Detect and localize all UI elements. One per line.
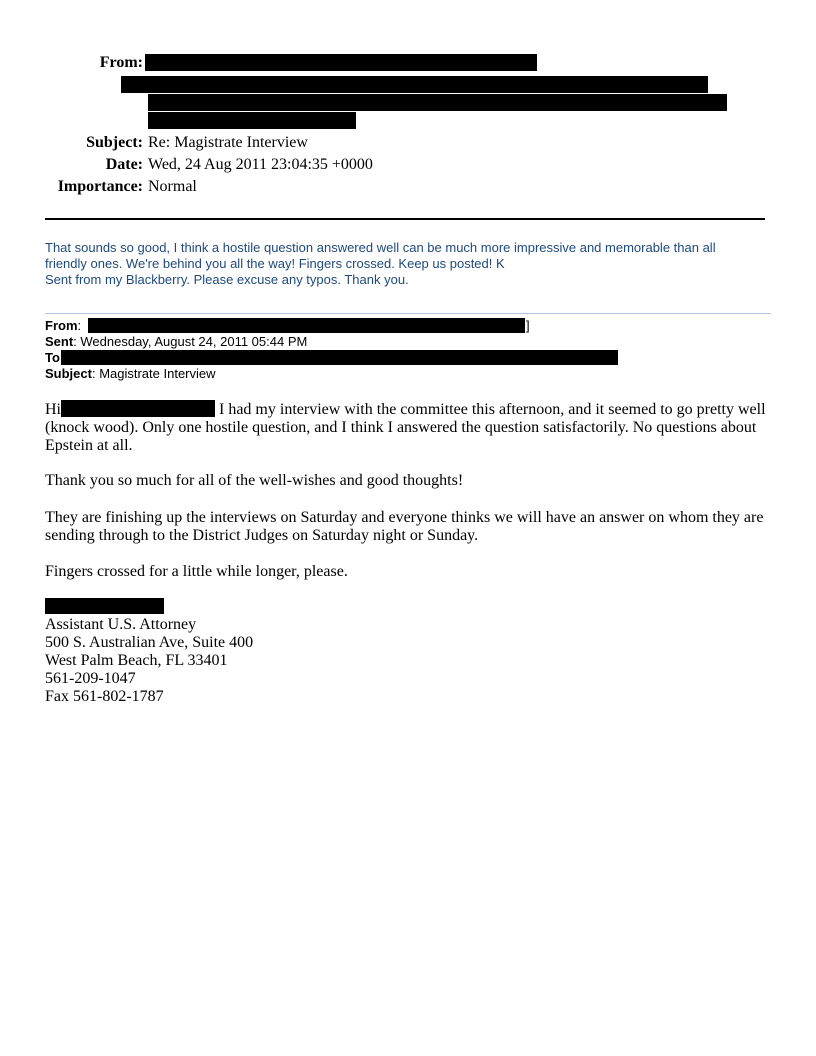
from-label: From: bbox=[99, 54, 143, 71]
greeting: Hi bbox=[45, 401, 61, 418]
original-from-redaction bbox=[88, 318, 525, 333]
signature-fax: Fax 561-802-1787 bbox=[45, 688, 164, 705]
reply-line-3: Sent from my Blackberry. Please excuse any typos. Thank you. bbox=[45, 272, 409, 287]
importance-value: Normal bbox=[148, 178, 197, 195]
signature-address-2: West Palm Beach, FL 33401 bbox=[45, 652, 228, 669]
body-paragraph-1 bbox=[45, 400, 767, 455]
signature-title: Assistant U.S. Attorney bbox=[45, 616, 197, 633]
body-paragraph-4: Fingers crossed for a little while longer, please. bbox=[45, 563, 348, 580]
original-sent-label: Sent bbox=[45, 334, 74, 349]
from-redaction-3 bbox=[148, 94, 727, 111]
original-subject-label: Subject bbox=[45, 366, 92, 381]
importance-label: Importance: bbox=[57, 178, 143, 195]
date-value: Wed, 24 Aug 2011 23:04:35 +0000 bbox=[148, 156, 373, 173]
signature-phone: 561-209-1047 bbox=[45, 670, 136, 687]
subject-label: Subject: bbox=[86, 134, 143, 151]
signature-name-redaction bbox=[45, 598, 164, 614]
original-subject-row bbox=[45, 366, 216, 382]
original-to-row bbox=[45, 350, 60, 366]
original-from-bracket: ] bbox=[526, 318, 530, 333]
original-sent-value: : Wednesday, August 24, 2011 05:44 PM bbox=[73, 334, 308, 349]
original-to-label: To bbox=[45, 350, 60, 365]
original-to-redaction bbox=[61, 350, 618, 365]
recipient-name-redaction bbox=[61, 400, 215, 417]
original-from-label: From bbox=[45, 318, 78, 333]
reply-line-2: friendly ones. We're behind you all the way! Fingers crossed. Keep us posted! K bbox=[45, 256, 505, 271]
original-sent-row bbox=[45, 334, 307, 350]
header-divider bbox=[45, 218, 765, 220]
from-redaction bbox=[145, 54, 537, 71]
from-redaction-4 bbox=[148, 112, 356, 129]
quote-divider bbox=[45, 313, 771, 314]
body-paragraph-2: Thank you so much for all of the well-wishes and good thoughts! bbox=[45, 472, 464, 489]
body-paragraph-3: They are finishing up the interviews on Saturday and everyone thinks we will have an answer on whom they are sending through to the District Judges on Saturday night or Sunday. bbox=[45, 509, 764, 544]
date-label: Date: bbox=[105, 156, 143, 173]
signature-address-1: 500 S. Australian Ave, Suite 400 bbox=[45, 634, 254, 651]
from-redaction-2 bbox=[121, 76, 708, 93]
original-subject-value: : Magistrate Interview bbox=[91, 366, 216, 381]
subject-value: Re: Magistrate Interview bbox=[148, 134, 308, 151]
original-from-row: From: bbox=[45, 318, 82, 333]
body-paragraph-1-text: I had my interview with the committee this afternoon, and it seemed to go pretty well (knock wood). Only one hostile question, and I think I answered the question satisfactorily. No questions about Epstein at all. bbox=[45, 401, 766, 454]
signature-block bbox=[45, 616, 253, 706]
reply-message bbox=[45, 240, 775, 288]
reply-line-1: That sounds so good, I think a hostile question answered well can be much more impressive and memorable than all bbox=[45, 240, 716, 255]
